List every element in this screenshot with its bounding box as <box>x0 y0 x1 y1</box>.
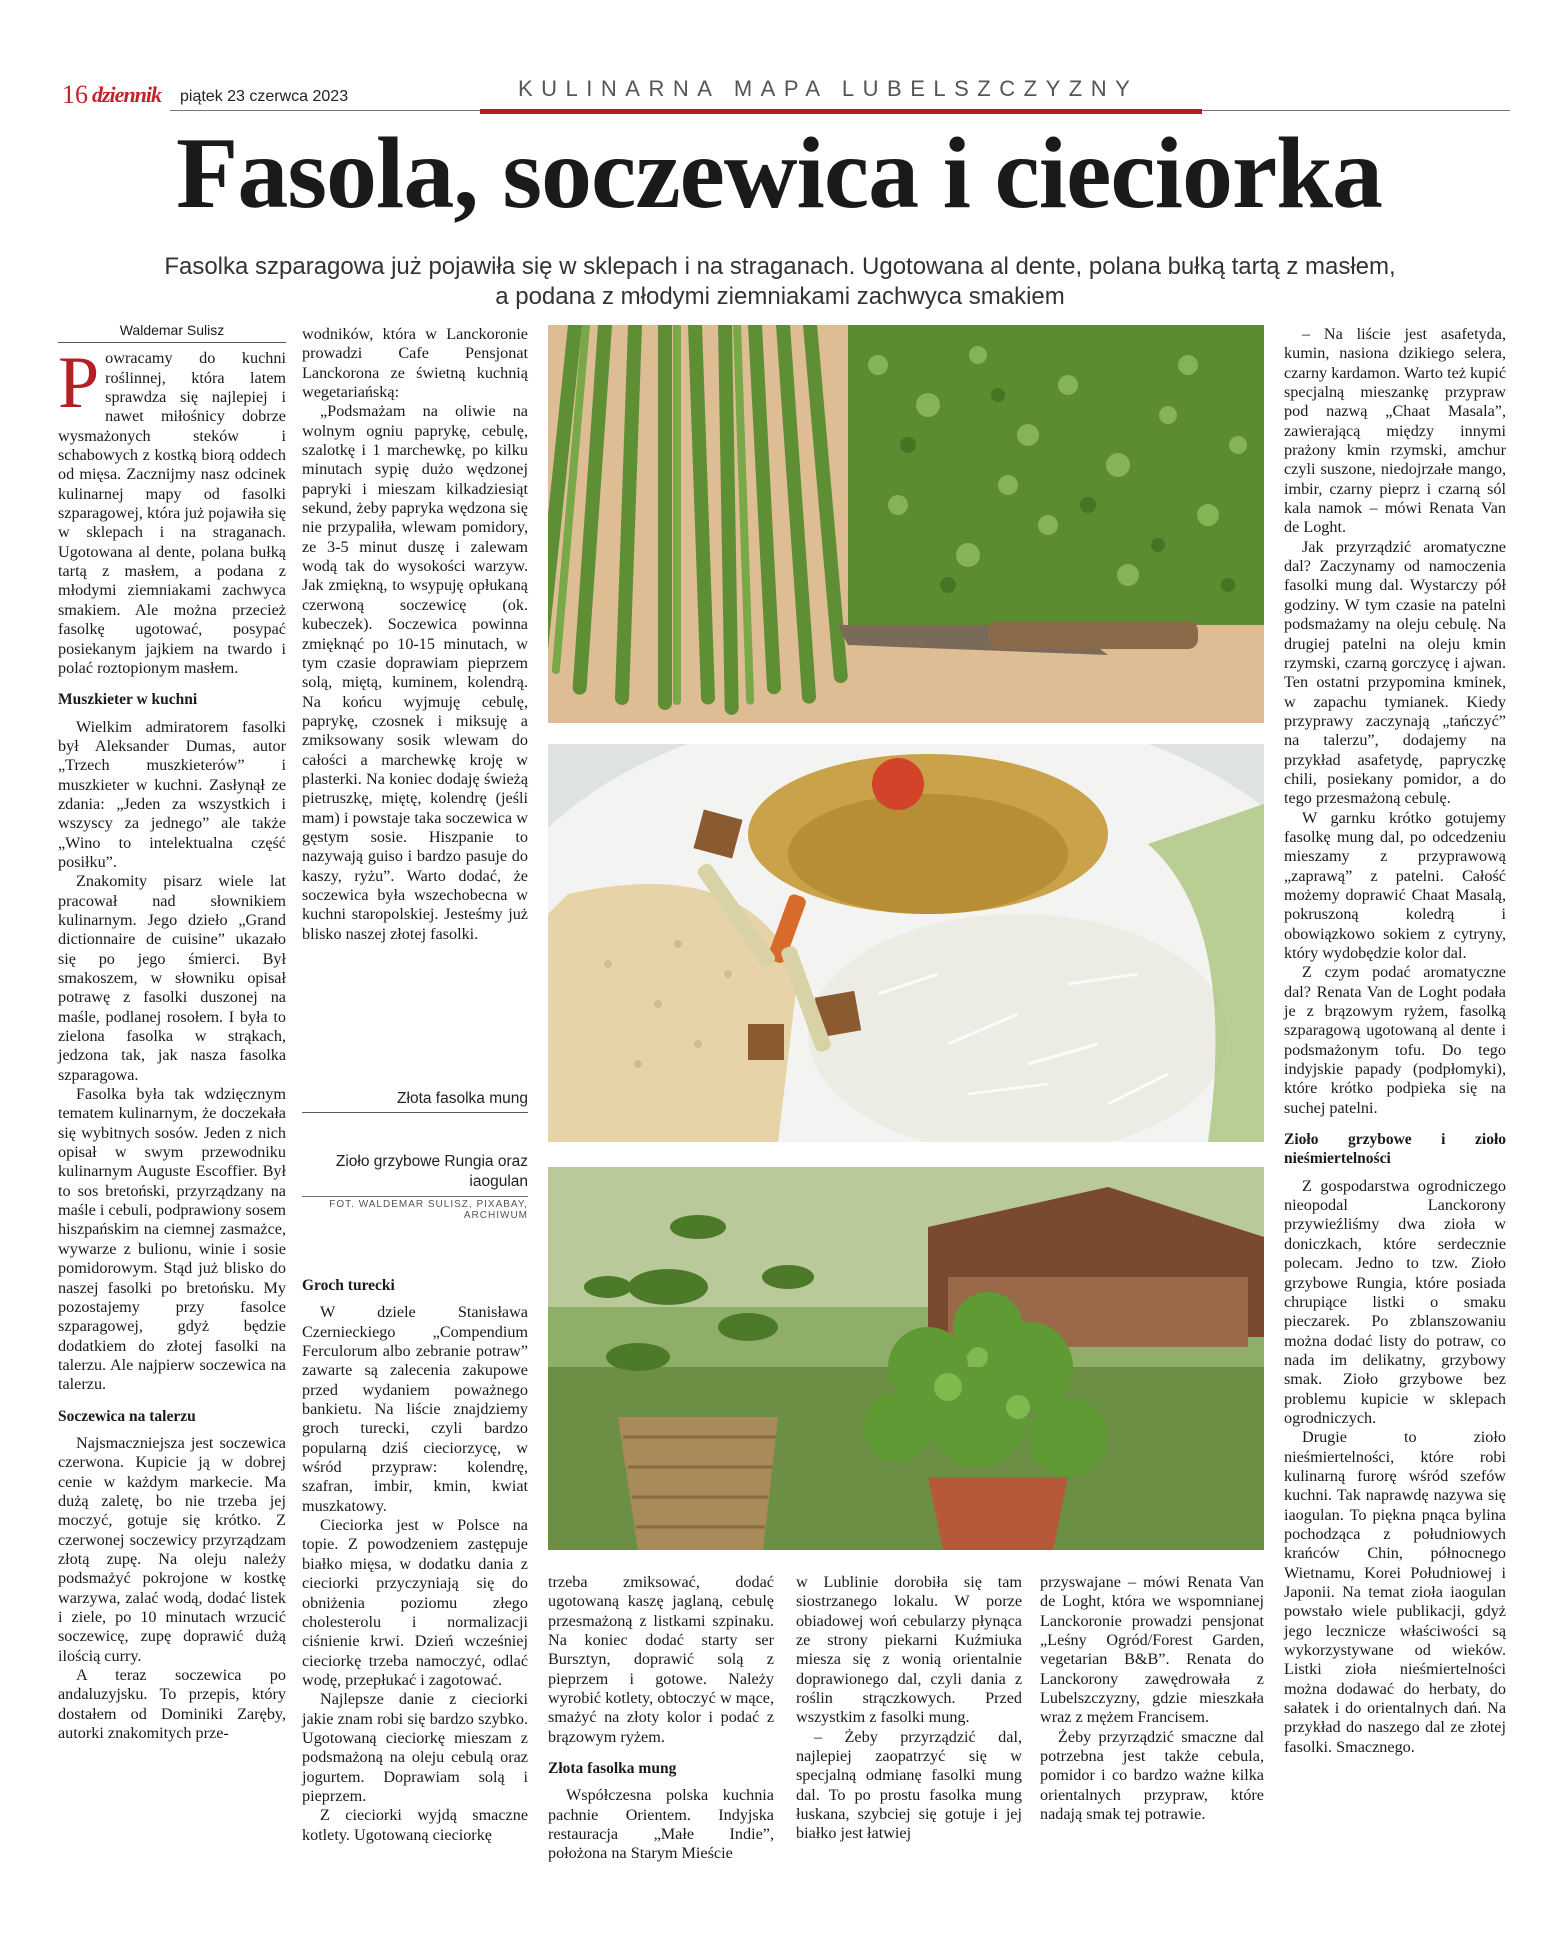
section-accent-rule <box>480 109 1202 114</box>
drop-cap: P <box>58 342 100 425</box>
paragraph: Najlepsze danie z cieciorki jakie znam robi się bardzo szybko. Ugotowaną cieciorkę mieszam z podsmażoną na oleju cebulą oraz jogurtem. Doprawiam solą i pieprzem. <box>302 1690 528 1805</box>
paragraph: W dziele Stanisława Czernieckiego „Compendium Ferculorum albo zebranie potraw” zawarte są zalecenia zakupowe przed wydaniem poważnego bankietu. Na liście znajdziemy groch turecki, czyli bardzo popularną dziś cieciorzycę, w wśród przypraw: kolendrę, szafran, imbir, kmin, kwiat muszkatowy. <box>302 1303 528 1515</box>
paragraph: Wielkim admiratorem fasolki był Aleksander Dumas, autor „Trzech muszkieterów” i muszkieter w kuchni. Zasłynął ze zdania: „Jeden za wszystkich i wszyscy za jednego” ale także „Wino to intelektualna część posiłku”. <box>58 717 286 871</box>
paragraph: trzeba zmiksować, dodać ugotowaną kaszę jaglaną, cebulę przesmażoną z listkami szpinaku. Na koniec dodać starty ser Bursztyn, doprawić solą z pieprzem i gotowe. Należy wyrobić kotlety, obtoczyć w mące, smażyć na złoty kolor i podać z brązowym ryżem. <box>548 1573 774 1746</box>
lead <box>110 252 1450 312</box>
page-number: 16 <box>62 80 88 109</box>
lead-line-2: a podana z młodymi ziemniakami zachwyca smakiem <box>495 283 1065 310</box>
paragraph: Fasolka była tak wdzięcznym tematem kulinarnym, że doczekała się wybitnych sosów. Jeden z nich opisał w swym przewodniku kulinarnym Auguste Escoffier. Był to sos bretoński, przyrządzany na maśle i cebuli, podprawiony sosem hiszpańskim na ciemnej zasmażce, wywarze z bulionu, winie i sosie pomidorowym. Stąd już blisko do naszej fasolki po bretońsku. My pozostajemy przy fasolce szparagowej, gdyż będzie dodatkiem do złotej fasolki na talerzu. Ale najpierw soczewica na talerzu. <box>58 1085 286 1394</box>
photo-herbs <box>548 1167 1264 1550</box>
column-2-lower <box>302 1264 528 1845</box>
paragraph: Cieciorka jest w Polsce na topie. Z powodzeniem zastępuje białko mięsa, w dodatku dania z cieciorki przyczyniają się do obniżenia poziomu złego cholesterolu i normalizacji ciśnienie krwi. Dzień wcześniej cieciorkę trzeba namoczyć, odlać wodę, przepłukać i zagotować. <box>302 1516 528 1689</box>
subhead-herbs: Zioło grzybowe i zioło nieśmiertelności <box>1284 1131 1506 1168</box>
paragraph: Współczesna polska kuchnia pachnie Orientem. Indyjska restauracja „Małe Indie”, położona na Starym Mieście <box>548 1786 774 1863</box>
column-4 <box>796 1573 1022 1844</box>
column-3 <box>548 1573 774 1864</box>
paragraph: „Podsmażam na oliwie na wolnym ogniu paprykę, cebulę, szalotkę i 1 marchewkę, po kilku minutach sypię dużo wędzonej papryki i mieszam kilkadziesiąt sekund, żeby papryka wędzona się nie przypaliła, wlewam pomidory, ze 3-5 minut duszę i zalewam wodą tak do wysokości warzyw. Jak zmiękną, to wsypuję opłukaną czerwoną soczewicę (ok. kubeczek). Soczewica powinna zmięknąć po 10-15 minutach, w tym czasie doprawiam pieprzem solą, miętą, kuminem, kolendrą. Na końcu wyjmuję cebulę, paprykę, czosnek i miksuję a zmiksowany sosik wlewam do całości a marchewkę kroję w plasterki. Na koniec dodaję świeżą pietruszkę, miętę, kolendrę (jeśli mam) i powstaje taka soczewica w gęstym sosie. Hiszpanie to nazywają guiso i bardzo pasuje do kaszy, ryżu”. Warto dodać, że soczewica była wszechobecna w kuchni staropolskiej. Jesteśmy już blisko naszej złotej fasolki. <box>302 402 528 943</box>
paragraph: Znakomity pisarz wiele lat pracował nad słownikiem kulinarnym. Jego dzieło „Grand dictionnaire de cuisine” ukazało się po jego śmierci. Był smakoszem, w słowniku opisał potrawę z fasolki duszonej na maśle, podlanej rosołem. I była to zielona fasolka w strąkach, jedzona tak, jak nasza fasolka szparagowa. <box>58 872 286 1084</box>
column-5 <box>1040 1573 1264 1824</box>
caption-herbs: Zioło grzybowe Rungia oraz iaogulan <box>335 1153 528 1190</box>
paragraph: Z cieciorki wyjdą smaczne kotlety. Ugotowaną cieciorkę <box>302 1806 528 1844</box>
paragraph: Z gospodarstwa ogrodniczego nieopodal Lanckorony przywieźliśmy dwa zioła w doniczkach, które serdecznie polecam. Jedno to tzw. Zioło grzybowe Rungia, które posiada chrupiące listki o smaku pieczarek. Po zblanszowaniu można dodać listy do potraw, co nada im delikatny, grzybowy smak. Zioło grzybowe bez problemu kupicie w sklepach ogrodniczych. <box>1284 1176 1506 1427</box>
paragraph: Drugie to zioło nieśmiertelności, które robi kulinarną furorę wśród szefów kuchni. Tak naprawdę nazywa się iaogulan. To piękna pnąca bylina pochodząca z południowych krańców Chin, północnego Wietnamu, Korei Południowej i Japonii. Na temat zioła iaogulan powstało wiele publikacji, gdyż jego lecznicze właściwości są wykorzystywane od wieków. Listki zioła nieśmiertelności można dodawać do herbaty, do sałatek i do orientalnych dań. Na przykład do naszego dal ze złotej fasolki. Smacznego. <box>1284 1428 1506 1756</box>
caption-mung: Złota fasolka mung <box>302 1090 528 1113</box>
headline: Fasola, soczewica i cieciorka <box>176 117 1382 230</box>
photo-credit: FOT. WALDEMAR SULISZ, PIXABAY, ARCHIWUM <box>302 1196 528 1221</box>
subhead-soczewica: Soczewica na talerzu <box>58 1407 196 1425</box>
paragraph: Jak przyrządzić aromatyczne dal? Zaczynamy od namoczenia fasolki mung dal. Wystarczy pół godziny. W tym czasie na patelni podsmażamy na oleju cebulę. Na drugiej patelni na oleju kmin rzymski, czarną gorczycę i ajwan. Ten ostatni przypomina kminek, w zapachu tymianek. Kiedy przyprawy zaczynają „tańczyć” na talerzu”, dodajemy na przykład asafetydę, papryczkę chili, posiekany pomidor, a do tego przesmażoną cebulę. <box>1284 537 1506 808</box>
paragraph: – Żeby przyrządzić dal, najlepiej zaopatrzyć się w specjalną odmianę fasolki mung dal. To po prostu fasolka mung łuskana, szybciej się gotuje i jej białko jest łatwiej <box>796 1727 1022 1843</box>
photo-dal-plate <box>548 744 1264 1142</box>
paragraph: W garnku krótko gotujemy fasolkę mung dal, po odcedzeniu mieszamy z przyprawową „zaprawą” z patelni. Całość możemy doprawić Chaat Masalą, pokruszoną koledrą i obowiązkowo sokiem z cytryny, który wydobędzie kolor dal. <box>1284 808 1506 962</box>
lead-line-1: Fasolka szparagowa już pojawiła się w sklepach i na straganach. Ugotowana al dente, polana bułką tartą z masłem, <box>164 253 1396 280</box>
paragraph: – Na liście jest asafetyda, kumin, nasiona dzikiego selera, czarny kardamon. Warto też kupić specjalną mieszankę przypraw pod nazwą „Chaat Masala”, zawierającą między innymi prażony kmin rzymski, amchur czyli suszone, niedojrzałe mango, imbir, czarny pieprz i czarną sól kala namok – mówi Renata Van de Loght. <box>1284 325 1506 537</box>
subhead-mung: Złota fasolka mung <box>548 1760 677 1778</box>
paragraph: A teraz soczewica po andaluzyjsku. To przepis, który dostałem od Dominiki Zaręby, autorki znakomitych prze- <box>58 1666 286 1743</box>
section-title: KULINARNA MAPA LUBELSZCZYZNY <box>518 76 1139 101</box>
paragraph: Najsmaczniejsza jest soczewica czerwona. Kupicie ją w dobrej cenie w każdym markecie. Ma dużą zaletę, bo nie trzeba jej moczyć, gotuje się krótko. Z czerwonej soczewicy przyrządzam złotą zupę. Na oleju należy podsmażyć pokrojone w kostkę warzywa, zalać wodą, dodać listek i ziele, po 10 minutach wrzucić soczewicę, zupę doprawić dużą ilością curry. <box>58 1433 286 1665</box>
intro-text: owracamy do kuchni roślinnej, która latem sprawdza się najlepiej i nawet miłośnicy dobrze wysmażonych steków i schabowych z kostką biorą oddech od mięsa. Zacznijmy nasz odcinek kulinarnej mapy od fasolki szparagowej, która już pojawiła się w sklepach i na straganach. Ugotowana al dente, polana bułką tartą z masłem, a podana z młodymi ziemniakami zachwyca smakiem. Ale można przecież fasolkę ugotować, posypać posiekanym jajkiem na twardo i polać roztopionym masłem. <box>58 349 286 677</box>
paragraph: przyswajane – mówi Renata Van de Loght, która we wspomnianej Lanckoronie prowadzi pensjonat „Leśny Ogród/Forest Garden, vegetarian B&B”. Renata do Lanckorony zawędrowała z Lubelszczyzny, gdzie mieszkała wraz z mężem Francisem. <box>1040 1573 1264 1727</box>
paragraph: Z czym podać aromatyczne dal? Renata Van de Loght podała je z brązowym ryżem, fasolką szparagową ugotowaną al dente i podsmażonym tofu. Do tego indyjskie papady (podpłomyki), które krótko podpieka się na suchej patelni. <box>1284 963 1506 1117</box>
paragraph: w Lublinie dorobiła się tam siostrzanego lokalu. W porze obiadowej woń cebularzy płynąca ze strony piekarni Kuźmiuka miesza się z wonią orientalnie doprawionego dal, czyli dania z roślin strączkowych. Przed wszystkim z fasolki mung. <box>796 1573 1022 1727</box>
column-1 <box>58 322 286 1743</box>
subhead-groch: Groch turecki <box>302 1277 395 1294</box>
column-2 <box>302 325 528 944</box>
paragraph: Żeby przyrządzić smaczne dal potrzebna jest także cebula, pomidor i co bardzo ważne kilka orientalnych przypraw, które nadają smak tej potrawie. <box>1040 1727 1264 1824</box>
paragraph: wodników, która w Lanckoronie prowadzi Cafe Pensjonat Lanckorona ze świetną kuchnią wegetariańską: <box>302 325 528 402</box>
newspaper-logo: dziennik <box>92 82 162 107</box>
intro-paragraph <box>58 342 286 678</box>
author-byline: Waldemar Sulisz <box>58 321 286 343</box>
photo-green-beans <box>548 325 1264 723</box>
issue-date: piątek 23 czerwca 2023 <box>180 88 349 105</box>
column-6 <box>1284 325 1506 1757</box>
subhead-muszkieter: Muszkieter w kuchni <box>58 691 198 709</box>
